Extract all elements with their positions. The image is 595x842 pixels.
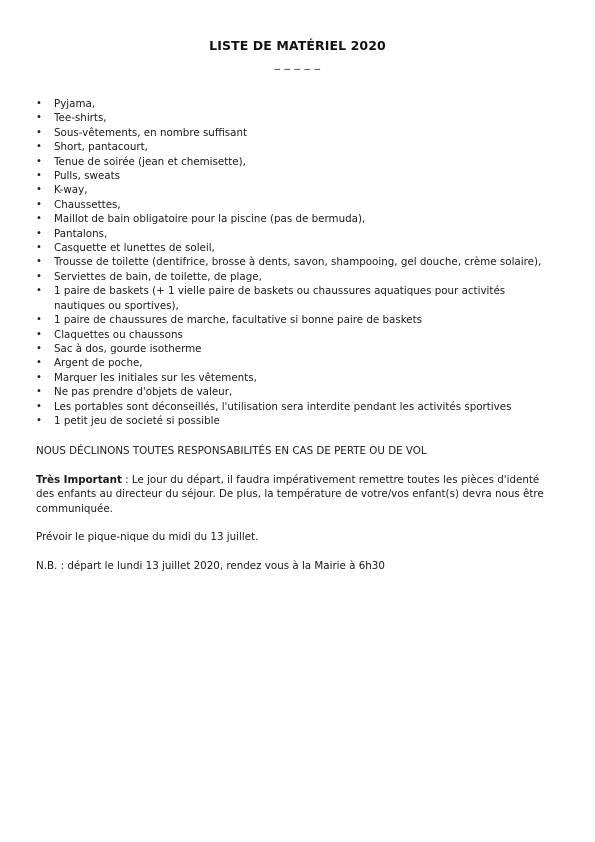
list-item-text: Sac à dos, gourde isotherme xyxy=(54,342,202,355)
list-item xyxy=(0,385,595,399)
list-item-text: Pulls, sweats xyxy=(54,170,121,183)
list-item xyxy=(0,140,595,154)
list-item-text: K-way, xyxy=(54,184,88,197)
list-item xyxy=(0,313,595,327)
bullet-icon: • xyxy=(36,414,42,426)
list-item-text: Chaussettes, xyxy=(54,198,121,211)
list-item-text: Tenue de soirée (jean et chemisette), xyxy=(54,155,246,168)
list-item xyxy=(0,169,595,183)
list-item-text: Ne pas prendre d'objets de valeur, xyxy=(54,386,233,399)
list-item xyxy=(0,414,595,428)
list-item-text: 1 paire de baskets (+ 1 vielle paire de baskets ou chaussures aquatiques pour activités nautiques ou sportives), xyxy=(54,285,506,312)
list-item-text: 1 petit jeu de societé si possible xyxy=(54,414,220,427)
list-item-text: 1 paire de chaussures de marche, facultative si bonne paire de baskets xyxy=(54,314,423,327)
bullet-icon: • xyxy=(36,256,42,268)
page-title: LISTE DE MATÉRIEL 2020 xyxy=(209,38,386,53)
list-item xyxy=(0,270,595,284)
list-item xyxy=(0,183,595,197)
important-paragraph xyxy=(36,473,560,516)
list-item xyxy=(0,328,595,342)
list-item-text: Les portables sont déconseillés, l'utilisation sera interdite pendant les activités sportives xyxy=(54,400,512,413)
bullet-icon: • xyxy=(36,155,42,167)
bullet-icon: • xyxy=(36,198,42,210)
list-item-text: Argent de poche, xyxy=(54,357,143,370)
list-item xyxy=(0,198,595,212)
title-underline: _ _ _ _ _ xyxy=(274,57,321,70)
list-item xyxy=(0,241,595,255)
list-item xyxy=(0,371,595,385)
bullet-icon: • xyxy=(36,371,42,383)
departure-note: N.B. : départ le lundi 13 juillet 2020, rendez vous à la Mairie à 6h30 xyxy=(36,560,385,572)
bullet-icon: • xyxy=(36,328,42,340)
disclaimer-text: NOUS DÉCLINONS TOUTES RESPONSABILITÉS EN CAS DE PERTE OU DE VOL xyxy=(36,445,427,457)
bullet-icon: • xyxy=(36,126,42,138)
list-item-text: Pyjama, xyxy=(54,98,96,110)
bullet-icon: • xyxy=(36,213,42,225)
list-item xyxy=(0,126,595,140)
bullet-icon: • xyxy=(36,112,42,124)
bullet-icon: • xyxy=(36,227,42,239)
bullet-icon: • xyxy=(36,357,42,369)
list-item-text: Tee-shirts, xyxy=(54,112,107,125)
list-item xyxy=(0,284,595,313)
bullet-icon: • xyxy=(36,285,42,297)
list-item-text: Short, pantacourt, xyxy=(54,141,148,154)
list-item xyxy=(0,97,595,111)
list-item-text: Marquer les initiales sur les vêtements, xyxy=(54,371,257,384)
list-item-text: Casquette et lunettes de soleil, xyxy=(54,242,215,255)
equipment-list xyxy=(0,97,595,428)
list-item xyxy=(0,111,595,125)
list-item-text: Claquettes ou chaussons xyxy=(54,328,183,341)
bullet-icon: • xyxy=(36,386,42,398)
list-item xyxy=(0,255,595,269)
list-item xyxy=(0,400,595,414)
list-item-text: Serviettes de bain, de toilette, de plage, xyxy=(54,270,262,283)
bullet-icon: • xyxy=(36,314,42,326)
list-item xyxy=(0,212,595,226)
bullet-icon: • xyxy=(36,242,42,254)
list-item-text: Maillot de bain obligatoire pour la piscine (pas de bermuda), xyxy=(54,213,366,226)
important-label: Très Important xyxy=(36,474,122,486)
picnic-note: Prévoir le pique-nique du midi du 13 juillet. xyxy=(36,531,259,543)
list-item-text: Pantalons, xyxy=(54,227,108,240)
bullet-icon: • xyxy=(36,184,42,196)
list-item-text: Sous-vêtements, en nombre suffisant xyxy=(54,126,248,139)
list-item xyxy=(0,155,595,169)
bullet-icon: • xyxy=(36,98,42,109)
bullet-icon: • xyxy=(36,141,42,153)
bullet-icon: • xyxy=(36,170,42,182)
bullet-icon: • xyxy=(36,270,42,282)
list-item xyxy=(0,342,595,356)
list-item-text: Trousse de toilette (dentifrice, brosse à dents, savon, shampooing, gel douche, crème solaire), xyxy=(54,256,542,269)
list-item xyxy=(0,227,595,241)
bullet-icon: • xyxy=(36,400,42,412)
bullet-icon: • xyxy=(36,342,42,354)
important-text: : Le jour du départ, il faudra impérativement remettre toutes les pièces d'identé des enfants au directeur du séjour. De plus, la température de votre/vos enfant(s) devra nous être communiquée. xyxy=(36,474,544,515)
list-item xyxy=(0,356,595,370)
